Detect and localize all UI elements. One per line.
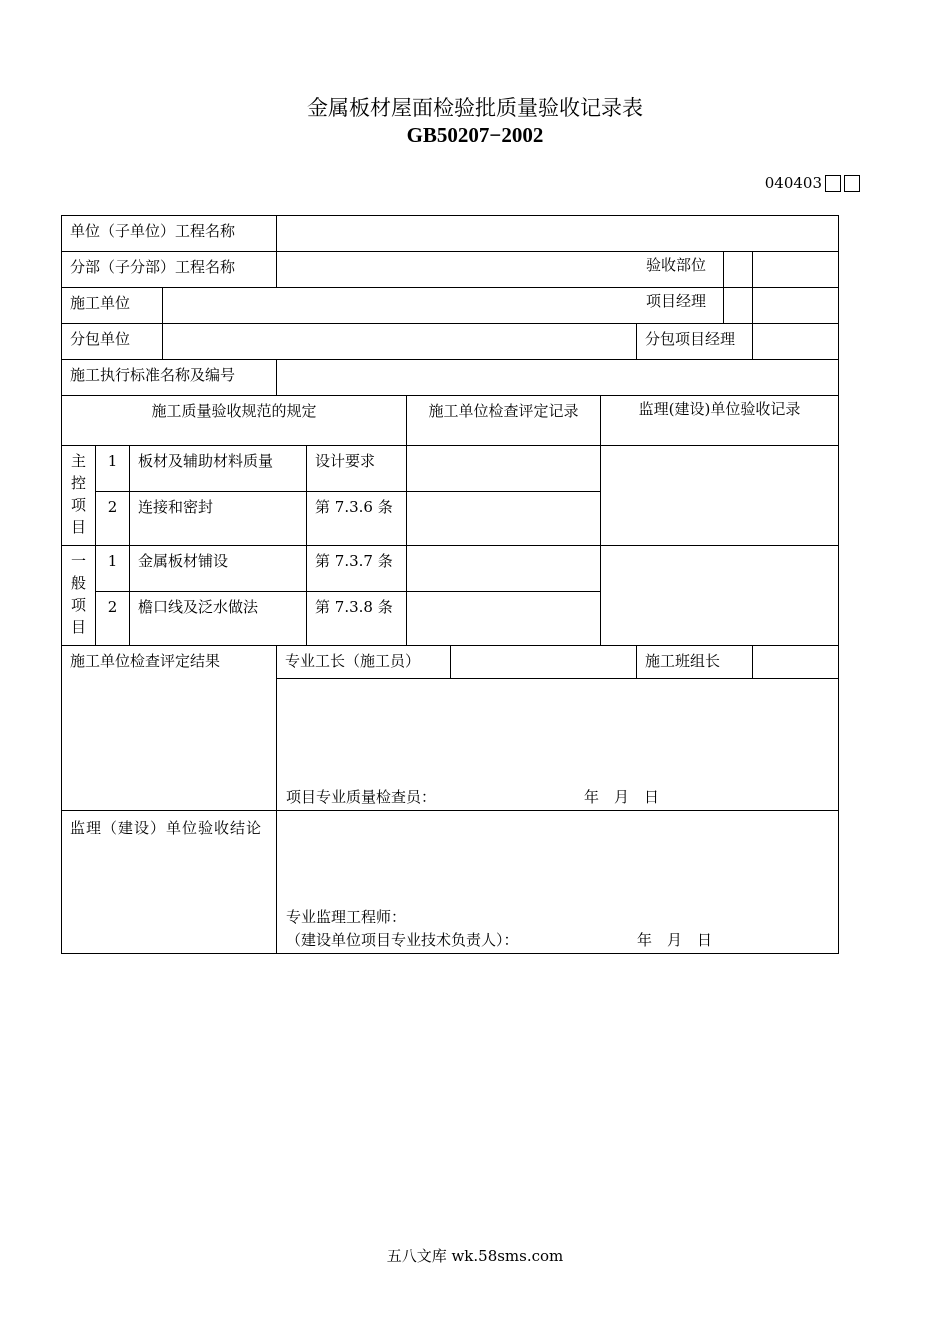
sub-project-label: 分部（子分部）工程名称 [62,252,277,288]
table-row [62,446,839,492]
table-row [62,546,839,592]
standard-number: GB50207−2002 [406,123,544,147]
row-supervisor-conclusion [62,811,839,954]
row-standard [62,360,839,396]
code-box-2[interactable] [844,175,860,192]
supervisor-record-header: 监理(建设)单位验收记录 [601,396,839,446]
acceptance-part-value[interactable] [753,252,839,288]
item-contractor-record[interactable] [407,592,601,646]
subcontractor-value[interactable] [163,324,637,360]
quality-inspector-label: 项目专业质量检查员： [286,788,437,806]
item-contractor-record[interactable] [407,446,601,492]
row-unit-project [62,216,839,252]
unit-project-label: 单位（子单位）工程名称 [62,216,277,252]
item-name: 金属板材铺设 [130,546,307,592]
standard-name-value[interactable] [277,360,839,396]
code-box-1[interactable] [825,175,841,192]
item-clause: 第 7.3.8 条 [307,592,407,646]
team-leader-label: 施工班组长 [637,646,753,679]
team-leader-value[interactable] [753,646,839,679]
subcontractor-label: 分包单位 [62,324,163,360]
row-contractor [62,288,839,324]
sub-project-manager-label: 分包项目经理 [637,324,753,360]
project-manager-value[interactable] [753,288,839,324]
inspection-form-table [61,215,839,954]
item-number: 2 [96,592,130,646]
acceptance-part-label: 验收部位 [646,256,707,274]
item-clause: 第 7.3.6 条 [307,492,407,546]
form-code [765,172,860,194]
main-control-supervisor-record[interactable] [601,446,839,546]
spec-header: 施工质量验收规范的规定 [62,396,407,446]
supervisor-conclusion-date: 年 月 日 [637,931,713,949]
footer-watermark: 五八文库 wk.58sms.com [386,1247,564,1265]
standard-name-label: 施工执行标准名称及编号 [62,360,277,396]
acceptance-part-label-cell [724,252,753,288]
item-contractor-record[interactable] [407,492,601,546]
item-number: 1 [96,446,130,492]
form-code-number: 040403 [764,174,822,192]
general-supervisor-record[interactable] [601,546,839,646]
row-sub-project [62,252,839,288]
supervising-engineer-label: 专业监理工程师： [286,908,407,926]
owner-representative-label: （建设单位项目专业技术负责人）： [286,931,519,949]
item-number: 1 [96,546,130,592]
contractor-label: 施工单位 [62,288,163,324]
item-number: 2 [96,492,130,546]
row-foreman [62,646,839,679]
unit-project-value[interactable] [277,216,839,252]
form-title: 金属板材屋面检验批质量验收记录表 [307,96,643,120]
item-name: 檐口线及泛水做法 [130,592,307,646]
sub-project-manager-value[interactable] [753,324,839,360]
supervisor-conclusion-area[interactable] [277,811,839,954]
contractor-result-area[interactable] [277,679,839,811]
contractor-record-header: 施工单位检查评定记录 [407,396,601,446]
row-column-headers [62,396,839,446]
contractor-result-label: 施工单位检查评定结果 [62,646,277,811]
supervisor-conclusion-label: 监理（建设）单位验收结论 [62,811,277,954]
project-manager-label: 项目经理 [646,292,707,310]
item-contractor-record[interactable] [407,546,601,592]
foreman-value[interactable] [451,646,637,679]
item-name: 板材及辅助材料质量 [130,446,307,492]
item-clause: 第 7.3.7 条 [307,546,407,592]
contractor-result-date: 年 月 日 [584,788,660,806]
row-subcontractor [62,324,839,360]
foreman-label: 专业工长（施工员） [277,646,451,679]
general-items-label: 一 般 项 目 [62,546,96,646]
contractor-value[interactable] [163,288,724,324]
item-clause: 设计要求 [307,446,407,492]
project-manager-label-cell [724,288,753,324]
main-control-label: 主 控 项 目 [62,446,96,546]
item-name: 连接和密封 [130,492,307,546]
